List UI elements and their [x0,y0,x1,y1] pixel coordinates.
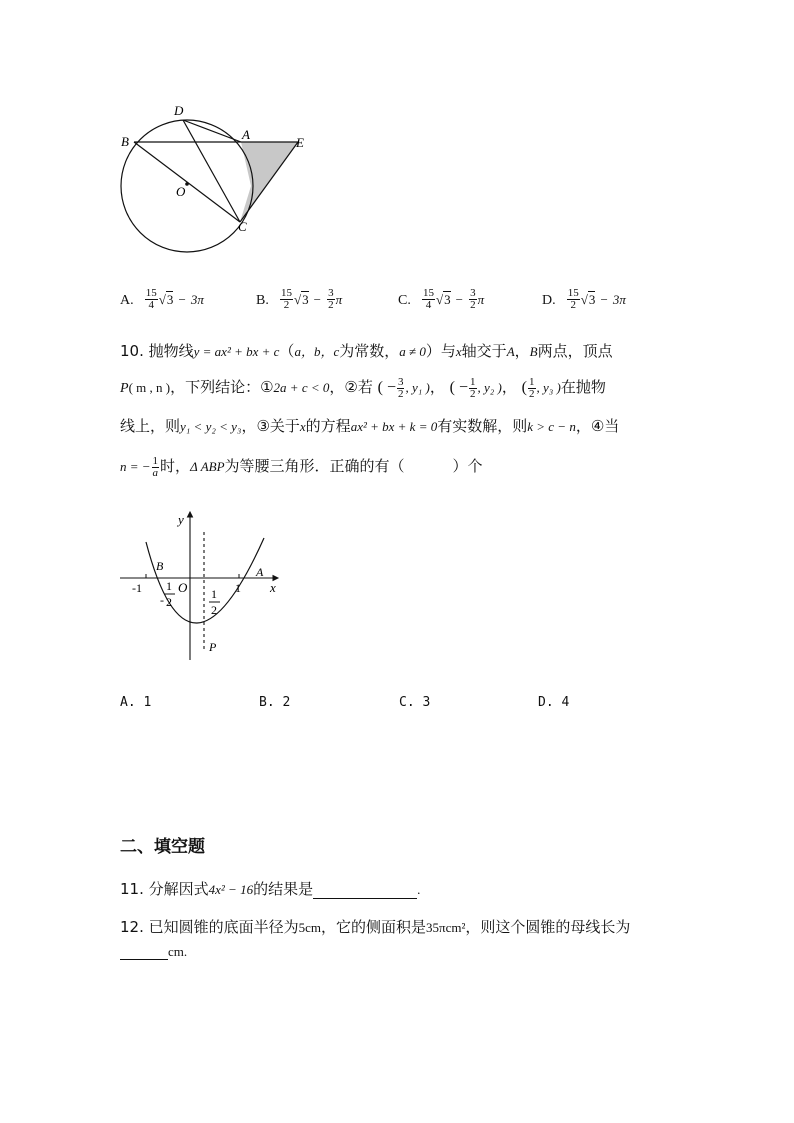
q10-option-b[interactable]: B. 2 [259,695,291,710]
label-p: P [209,640,217,654]
q9-option-b[interactable]: B. $\frac{15}{2}$ √3 − $\frac{3}{2}$ π [256,287,343,311]
label-a: A [256,565,264,579]
neg-half-sign: - [160,593,164,607]
label-a: A [242,127,250,142]
answer-blank[interactable] [120,943,168,960]
option-letter: B. [256,293,269,308]
section-title: 二、填空题 [120,837,205,857]
neg-half-num: 1 [166,579,172,593]
q11-line: 11. 分解因式4x² − 16的结果是 . [120,880,421,898]
label-b: B [156,559,164,573]
q10-option-a[interactable]: A. 1 [120,695,152,710]
tick-label-1: 1 [235,581,241,595]
sqrt: √3 [435,292,451,307]
coef-frac: $\frac{15}{4}$ [422,287,434,311]
label-o: O [178,580,188,595]
tail-frac: $\frac{3}{2}$ [470,287,476,311]
label-y: y [178,512,184,527]
circle-o [121,120,253,252]
label-d: D [174,103,184,118]
chord-da [183,120,241,142]
q9-option-a[interactable]: A. $\frac{15}{4}$ √3 − 3π [120,287,204,311]
sqrt: √3 [293,292,309,307]
parabola-curve [146,538,264,623]
q10-line-2: P( m , n )，下列结论：①2a + c < 0，②若 ( − $\frac{3}{2}$ , y₁ )， ( − $\frac{1}{2}$ , y₂ )， ( $\frac{1}{2}$ , y₃ )在抛物 [120,375,606,400]
label-o: O [176,184,186,199]
answer-blank[interactable] [313,880,417,899]
q10-line-4: n = − $\frac{1}{a}$ 时，Δ ABP为等腰三角形．正确的有（ ）个 [120,454,483,479]
center-dot [185,182,189,186]
half-den: 2 [211,603,217,617]
q9-option-d[interactable]: D. $\frac{15}{2}$ √3 − 3π [542,287,626,311]
tick-label-neg1: -1 [132,581,142,595]
q10-line-1: 10. 抛物线y = ax² + bx + c（a，b，c为常数，a ≠ 0）与x轴交于A，B两点，顶点 [120,342,613,360]
chord-bc [134,142,240,222]
label-x: x [270,580,276,595]
label-c: C [238,219,247,234]
q10-option-c[interactable]: C. 3 [399,695,431,710]
option-letter: A. [120,293,134,308]
half-num: 1 [211,587,217,601]
tail-frac: $\frac{3}{2}$ [328,287,334,311]
label-b: B [121,134,129,149]
coef-frac: $\frac{15}{2}$ [280,287,292,311]
q12-line-1: 12. 已知圆锥的底面半径为5cm，它的侧面积是35πcm²，则这个圆锥的母线长为 [120,918,631,936]
label-e: E [296,135,304,150]
q10-option-d[interactable]: D. 4 [538,695,570,710]
parabola-figure [118,506,288,666]
sqrt: √3 [580,292,596,307]
sqrt: √3 [158,292,174,307]
q10-line-3: 线上，则y₁ < y₂ < y₃，③关于x的方程ax² + bx + k = 0有实数解，则k > c − n，④当 [120,417,620,435]
circle-figure [110,98,320,258]
q12-line-2: cm. [120,942,187,960]
q9-option-c[interactable]: C. $\frac{15}{4}$ √3 − $\frac{3}{2}$ π [398,287,485,311]
coef-frac: $\frac{15}{2}$ [567,287,579,311]
coef-frac: $\frac{15}{4}$ [145,287,157,311]
chord-dc [183,120,240,222]
neg-half-den: 2 [166,595,172,609]
option-letter: D. [542,293,556,308]
option-letter: C. [398,293,411,308]
